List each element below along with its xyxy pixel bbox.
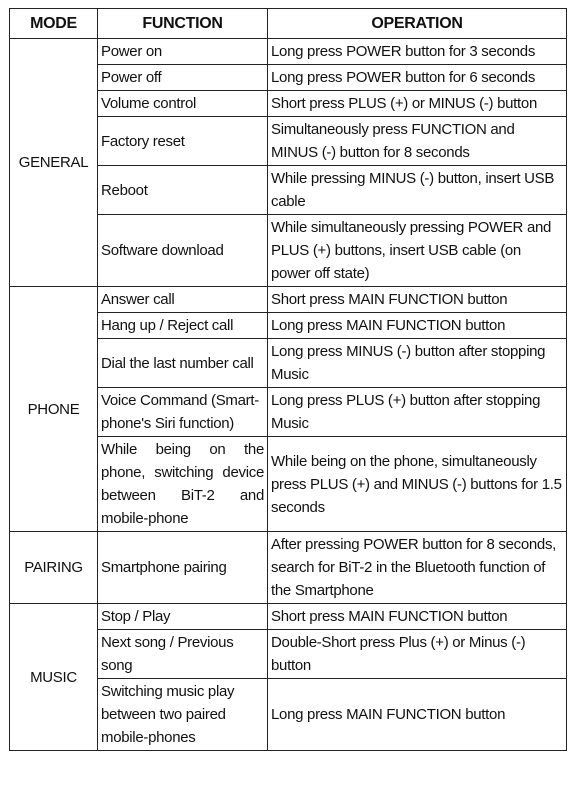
- operation-cell: Long press PLUS (+) button after stopping Music: [268, 388, 567, 437]
- header-function: FUNCTION: [98, 9, 268, 39]
- operation-cell: While pressing MINUS (-) button, insert USB cable: [268, 166, 567, 215]
- mode-cell-music: MUSIC: [10, 604, 98, 751]
- operation-cell: While simultaneously pressing POWER and PLUS (+) buttons, insert USB cable (on power off state): [268, 215, 567, 287]
- function-cell: Power off: [98, 65, 268, 91]
- header-mode: MODE: [10, 9, 98, 39]
- table-row: [10, 532, 567, 604]
- function-cell: Power on: [98, 39, 268, 65]
- table-row: [10, 604, 567, 630]
- operation-cell: While being on the phone, simultaneously press PLUS (+) and MINUS (-) buttons for 1.5 seconds: [268, 437, 567, 532]
- operation-cell: Long press POWER button for 3 seconds: [268, 39, 567, 65]
- table-row: [10, 39, 567, 65]
- header-operation: OPERATION: [268, 9, 567, 39]
- operation-cell: Long press MINUS (-) button after stopping Music: [268, 339, 567, 388]
- function-cell: Factory reset: [98, 117, 268, 166]
- function-cell: Hang up / Reject call: [98, 313, 268, 339]
- function-cell: Next song / Previous song: [98, 630, 268, 679]
- function-cell: Stop / Play: [98, 604, 268, 630]
- operation-cell: Short press PLUS (+) or MINUS (-) button: [268, 91, 567, 117]
- operation-cell: Double-Short press Plus (+) or Minus (-) button: [268, 630, 567, 679]
- operation-cell: Short press MAIN FUNCTION button: [268, 287, 567, 313]
- function-cell: Voice Command (Smart-phone's Siri function): [98, 388, 268, 437]
- table-row: [10, 287, 567, 313]
- function-table: [9, 8, 567, 751]
- function-cell: Switching music play between two paired mobile-phones: [98, 679, 268, 751]
- operation-cell: After pressing POWER button for 8 seconds, search for BiT-2 in the Bluetooth function of the Smartphone: [268, 532, 567, 604]
- function-cell: Reboot: [98, 166, 268, 215]
- operation-cell: Long press POWER button for 6 seconds: [268, 65, 567, 91]
- header-row: [10, 9, 567, 39]
- mode-cell-general: GENERAL: [10, 39, 98, 287]
- function-cell: Dial the last number call: [98, 339, 268, 388]
- operation-cell: Simultaneously press FUNCTION and MINUS (-) button for 8 seconds: [268, 117, 567, 166]
- mode-cell-phone: PHONE: [10, 287, 98, 532]
- operation-cell: Short press MAIN FUNCTION button: [268, 604, 567, 630]
- function-cell: Volume control: [98, 91, 268, 117]
- function-cell: Smartphone pairing: [98, 532, 268, 604]
- mode-cell-pairing: PAIRING: [10, 532, 98, 604]
- function-cell: Answer call: [98, 287, 268, 313]
- function-cell: Software download: [98, 215, 268, 287]
- function-cell: While being on the phone, switching device between BiT-2 and mobile-phone: [98, 437, 268, 532]
- operation-cell: Long press MAIN FUNCTION button: [268, 313, 567, 339]
- operation-cell: Long press MAIN FUNCTION button: [268, 679, 567, 751]
